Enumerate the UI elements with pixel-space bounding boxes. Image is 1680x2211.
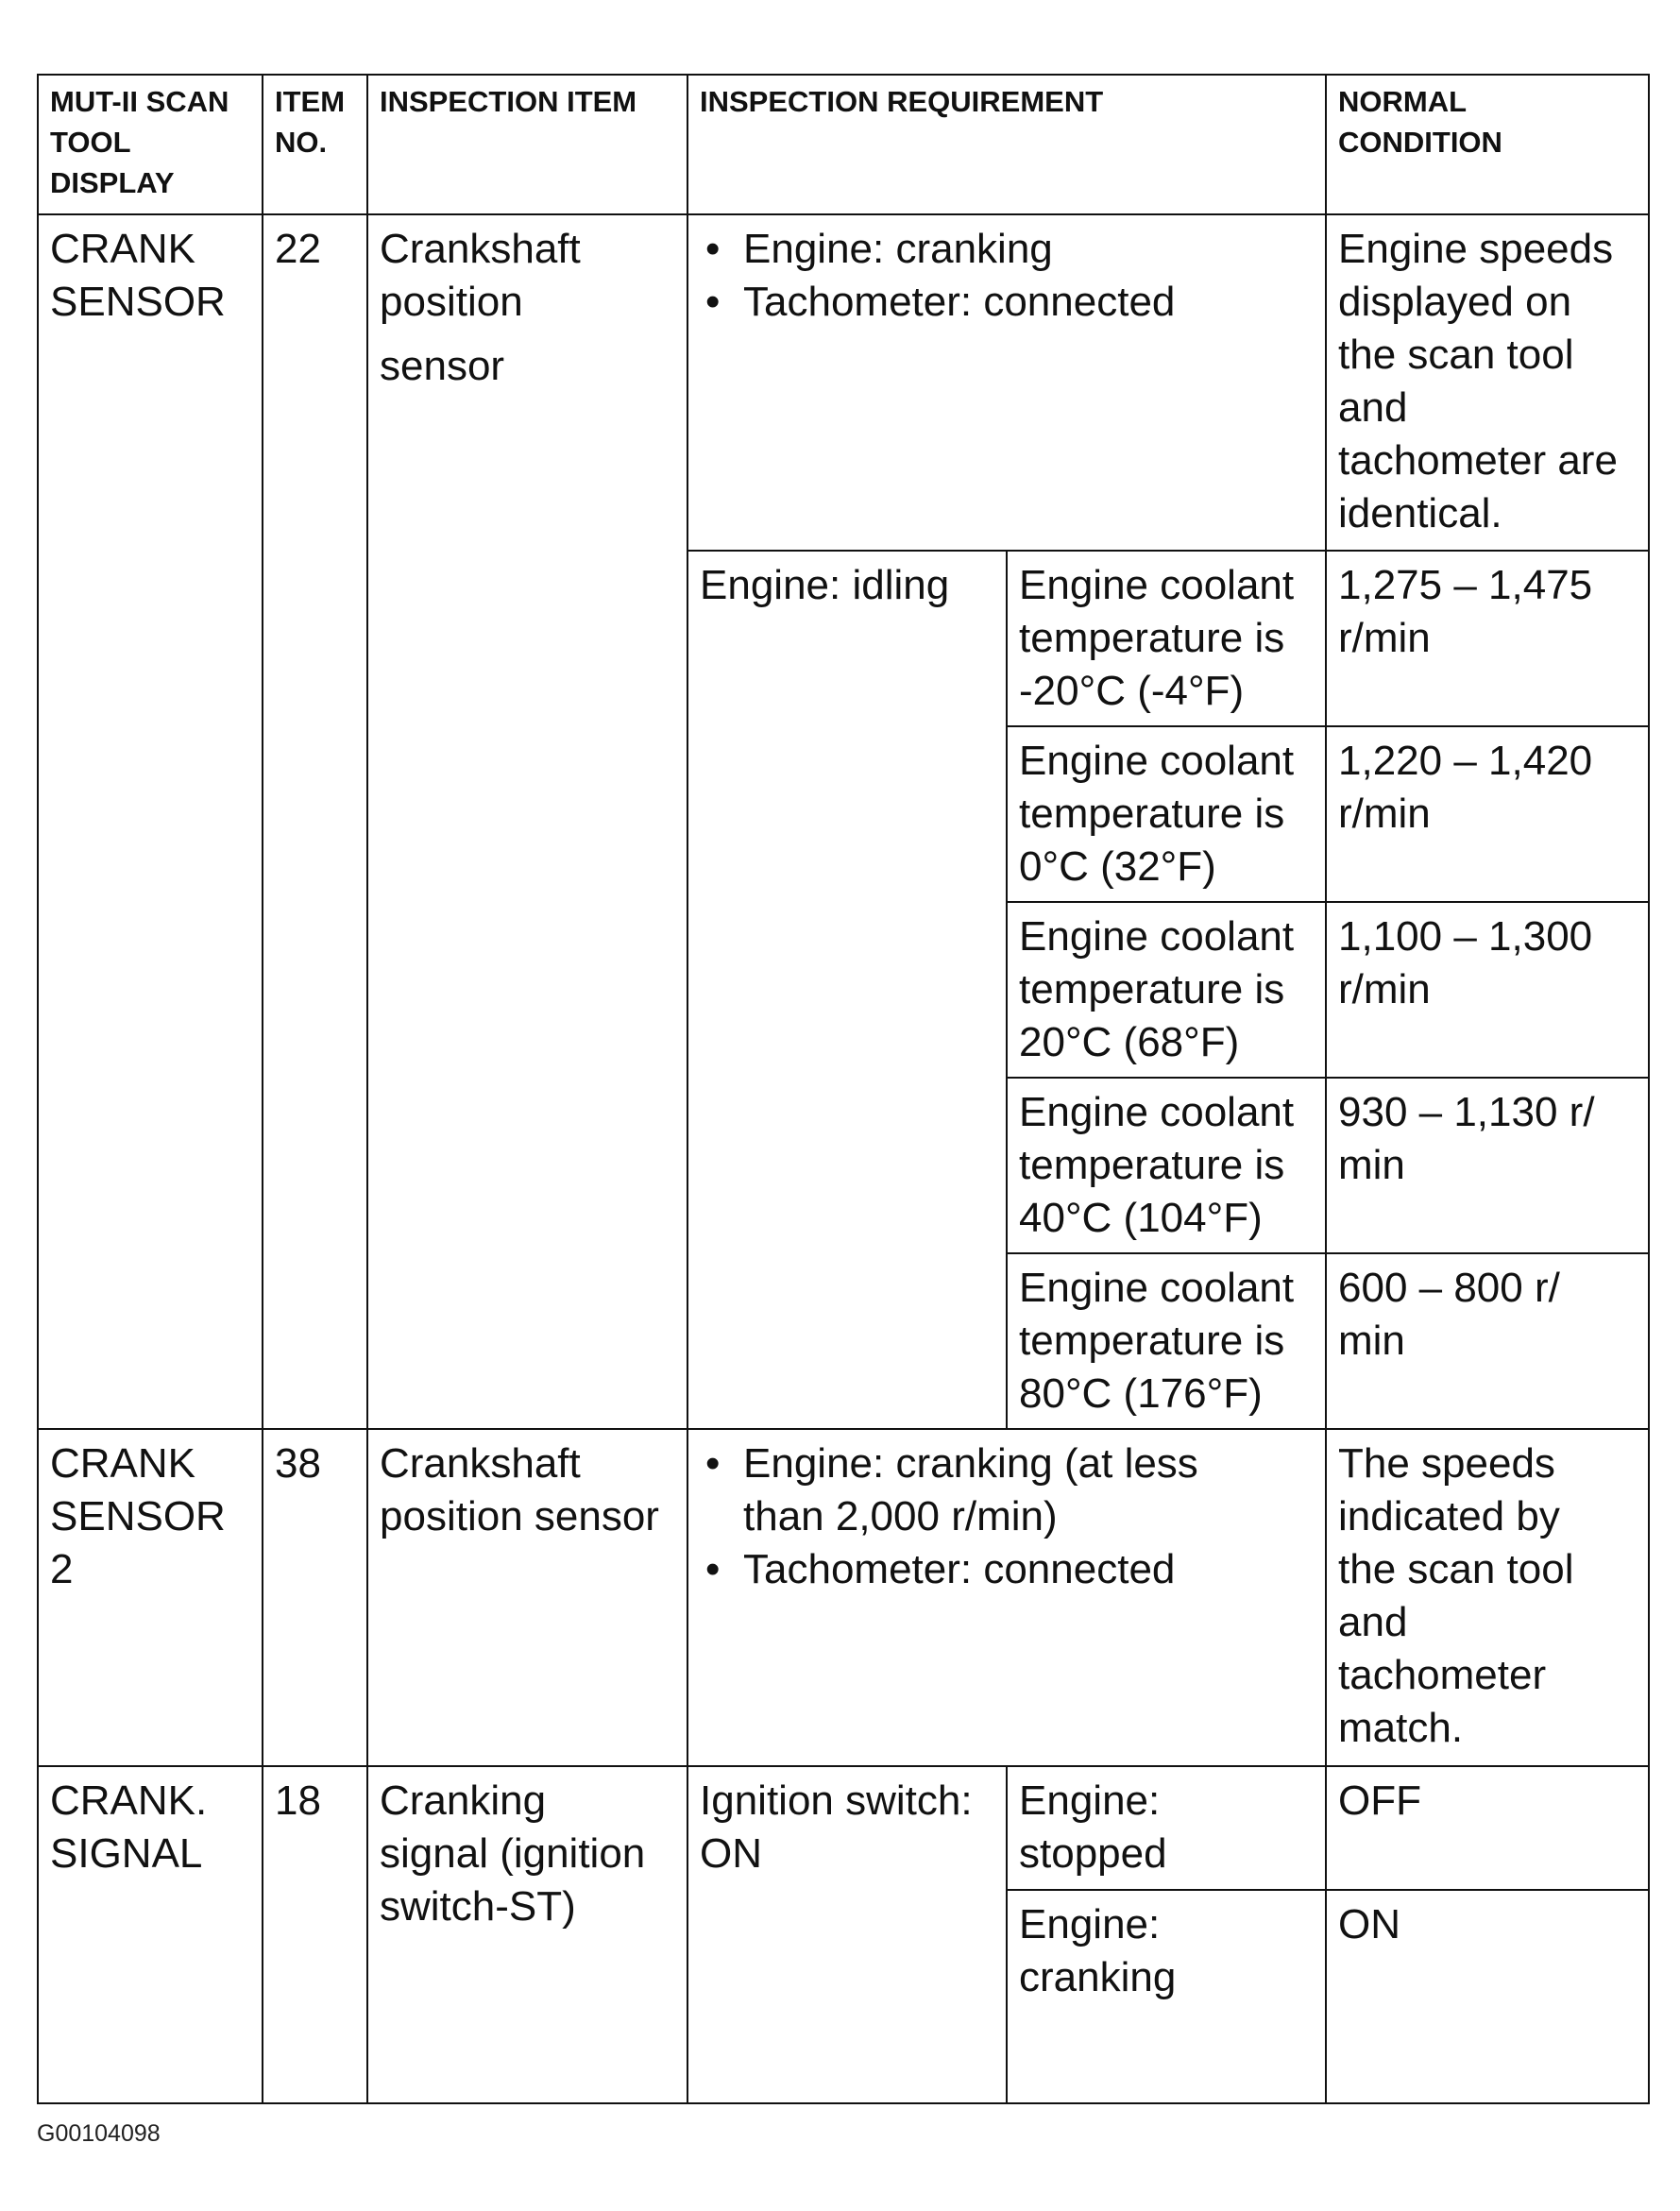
header-inspection-item: INSPECTION ITEM (367, 75, 687, 214)
idle-normal: 1,275 – 1,475 r/min (1326, 551, 1649, 726)
idle-condition: Engine coolant temperature is 20°C (68°F) (1007, 902, 1326, 1078)
list-item: • Engine: cranking (at less than 2,000 r/min) (700, 1437, 1314, 1543)
inspection-item-crank-sensor: Crankshaft position sensor (367, 214, 687, 1429)
normal-on: ON (1326, 1890, 1649, 2103)
header-inspection-requirement: INSPECTION REQUIREMENT (687, 75, 1326, 214)
inspection-table (37, 74, 1650, 2104)
list-item: • Tachometer: connected (700, 1543, 1314, 1596)
list-item: • Engine: cranking (700, 223, 1314, 276)
requirement-list (700, 223, 1314, 329)
requirement-cranking-2 (687, 1429, 1326, 1766)
item-no-22: 22 (263, 214, 367, 1429)
requirement-ignition-on: Ignition switch: ON (687, 1766, 1007, 2103)
table-row (38, 1429, 1649, 1766)
normal-off: OFF (1326, 1766, 1649, 1890)
header-item-no: ITEM NO. (263, 75, 367, 214)
idle-condition: Engine coolant temperature is 80°C (176°F) (1007, 1253, 1326, 1429)
item-no-38: 38 (263, 1429, 367, 1766)
normal-cranking: Engine speeds displayed on the scan tool and tachometer are identical. (1326, 214, 1649, 551)
idle-normal: 1,100 – 1,300 r/min (1326, 902, 1649, 1078)
engine-state: Engine: stopped (1007, 1766, 1326, 1890)
idle-condition: Engine coolant temperature is 40°C (104°F) (1007, 1078, 1326, 1253)
display-crank-sensor: CRANK SENSOR (38, 214, 263, 1429)
normal-crank-sensor-2: The speeds indicated by the scan tool and tachometer match. (1326, 1429, 1649, 1766)
idle-condition: Engine coolant temperature is 0°C (32°F) (1007, 726, 1326, 902)
header-row (38, 75, 1649, 214)
idle-normal: 600 – 800 r/ min (1326, 1253, 1649, 1429)
requirement-idling: Engine: idling (687, 551, 1007, 1429)
header-display: MUT-II SCAN TOOL DISPLAY (38, 75, 263, 214)
inspection-item-crank-sensor-2: Crankshaft position sensor (367, 1429, 687, 1766)
requirement-cranking (687, 214, 1326, 551)
display-crank-signal: CRANK. SIGNAL (38, 1766, 263, 2103)
inspection-item-crank-signal: Cranking signal (ignition switch-ST) (367, 1766, 687, 2103)
header-normal-condition: NORMAL CONDITION (1326, 75, 1649, 214)
idle-normal: 1,220 – 1,420 r/min (1326, 726, 1649, 902)
table-row (38, 214, 1649, 551)
engine-state: Engine: cranking (1007, 1890, 1326, 2103)
list-item: • Tachometer: connected (700, 276, 1314, 329)
idle-condition: Engine coolant temperature is -20°C (-4°F) (1007, 551, 1326, 726)
display-crank-sensor-2: CRANK SENSOR 2 (38, 1429, 263, 1766)
figure-id: G00104098 (37, 2120, 161, 2147)
idle-normal: 930 – 1,130 r/ min (1326, 1078, 1649, 1253)
table-row (38, 1766, 1649, 1890)
item-no-18: 18 (263, 1766, 367, 2103)
requirement-list (700, 1437, 1314, 1596)
